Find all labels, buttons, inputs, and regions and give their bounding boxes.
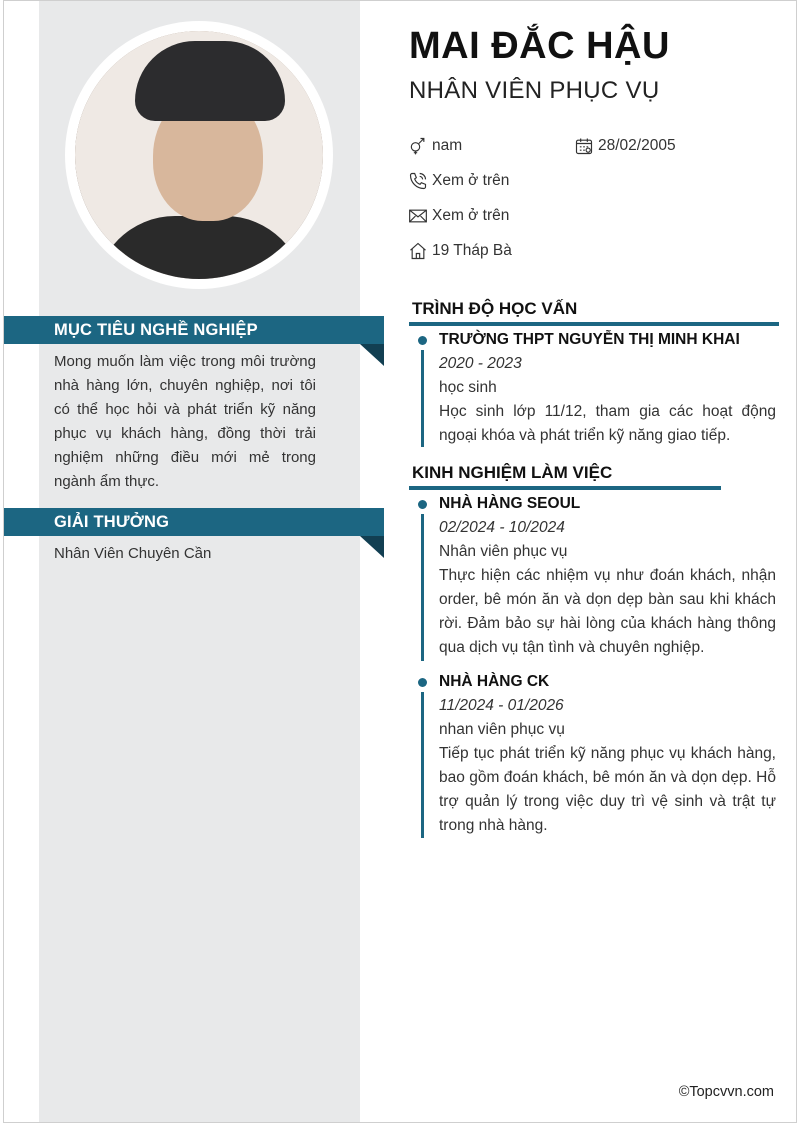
timeline-dot bbox=[418, 500, 427, 509]
email-text: Xem ở trên bbox=[432, 207, 510, 224]
education-role: học sinh bbox=[439, 379, 497, 396]
awards-heading: GIẢI THƯỞNG bbox=[4, 508, 384, 536]
objective-text: Mong muốn làm việc trong môi trường nhà hàng lớn, chuyên nghiệp, nơi tôi có thể học hỏi và phát triển kỹ năng phục vụ khách hàng, đồng thời trải nghiệm những điều mới mẻ trong ngành ẩm thực. bbox=[54, 353, 316, 490]
experience-company-1: NHÀ HÀNG SEOUL bbox=[439, 495, 581, 512]
envelope-icon bbox=[408, 206, 428, 226]
experience-period-1: 02/2024 - 10/2024 bbox=[439, 519, 565, 536]
awards-heading-fold bbox=[360, 536, 384, 558]
avatar-frame bbox=[65, 21, 333, 289]
job-title: NHÂN VIÊN PHỤC VỤ bbox=[409, 77, 660, 104]
education-heading: TRÌNH ĐỘ HỌC VẤN bbox=[412, 299, 578, 318]
resume-page bbox=[3, 0, 797, 1123]
experience-role-1: Nhân viên phục vụ bbox=[439, 543, 568, 560]
address-info bbox=[408, 241, 512, 261]
experience-role-2: nhan viên phục vụ bbox=[439, 721, 565, 738]
education-period: 2020 - 2023 bbox=[439, 355, 522, 372]
gender-text: nam bbox=[432, 137, 463, 154]
experience-timeline-1 bbox=[421, 514, 424, 661]
timeline-dot bbox=[418, 336, 427, 345]
phone-info bbox=[408, 171, 509, 191]
calendar-icon bbox=[574, 136, 594, 156]
gender-info bbox=[408, 136, 462, 156]
experience-company-2: NHÀ HÀNG CK bbox=[439, 673, 550, 690]
experience-heading: KINH NGHIỆM LÀM VIỆC bbox=[412, 463, 613, 482]
awards-text: Nhân Viên Chuyên Cần bbox=[54, 545, 212, 562]
birthday-info bbox=[574, 136, 676, 156]
experience-heading-bar bbox=[409, 486, 721, 490]
home-icon bbox=[408, 241, 428, 261]
phone-icon bbox=[408, 171, 428, 191]
education-heading-bar bbox=[409, 322, 779, 326]
footer-credit[interactable]: ©Topcvvn.com bbox=[678, 1084, 774, 1100]
education-description: Học sinh lớp 11/12, tham gia các hoạt động ngoại khóa và phát triển kỹ năng giao tiếp. bbox=[439, 403, 776, 444]
experience-timeline-2 bbox=[421, 692, 424, 838]
experience-period-2: 11/2024 - 01/2026 bbox=[439, 697, 564, 714]
phone-text: Xem ở trên bbox=[432, 172, 510, 189]
birthday-text: 28/02/2005 bbox=[598, 137, 676, 154]
education-school: TRƯỜNG THPT NGUYỄN THỊ MINH KHAI bbox=[439, 331, 740, 348]
objective-heading: MỤC TIÊU NGHỀ NGHIỆP bbox=[4, 316, 384, 344]
objective-heading-fold bbox=[360, 344, 384, 366]
address-text: 19 Tháp Bà bbox=[432, 242, 512, 259]
gender-icon bbox=[408, 136, 428, 156]
education-timeline bbox=[421, 350, 424, 447]
avatar bbox=[75, 31, 323, 279]
email-info bbox=[408, 206, 509, 226]
experience-description-1: Thực hiện các nhiệm vụ như đoán khách, nhận order, bê món ăn và dọn dẹp bàn sau khi khách rời. Đảm bảo sự hài lòng của khách hàng thông qua dịch vụ tận tình và chuyên nghiệp. bbox=[439, 567, 776, 656]
experience-description-2: Tiếp tục phát triển kỹ năng phục vụ khách hàng, bao gồm đoán khách, bê món ăn và dọn dẹp. Hỗ trợ quản lý trong việc duy trì vệ sinh và trật tự trong nhà hàng. bbox=[439, 745, 776, 834]
full-name: MAI ĐẮC HẬU bbox=[409, 25, 670, 67]
timeline-dot bbox=[418, 678, 427, 687]
